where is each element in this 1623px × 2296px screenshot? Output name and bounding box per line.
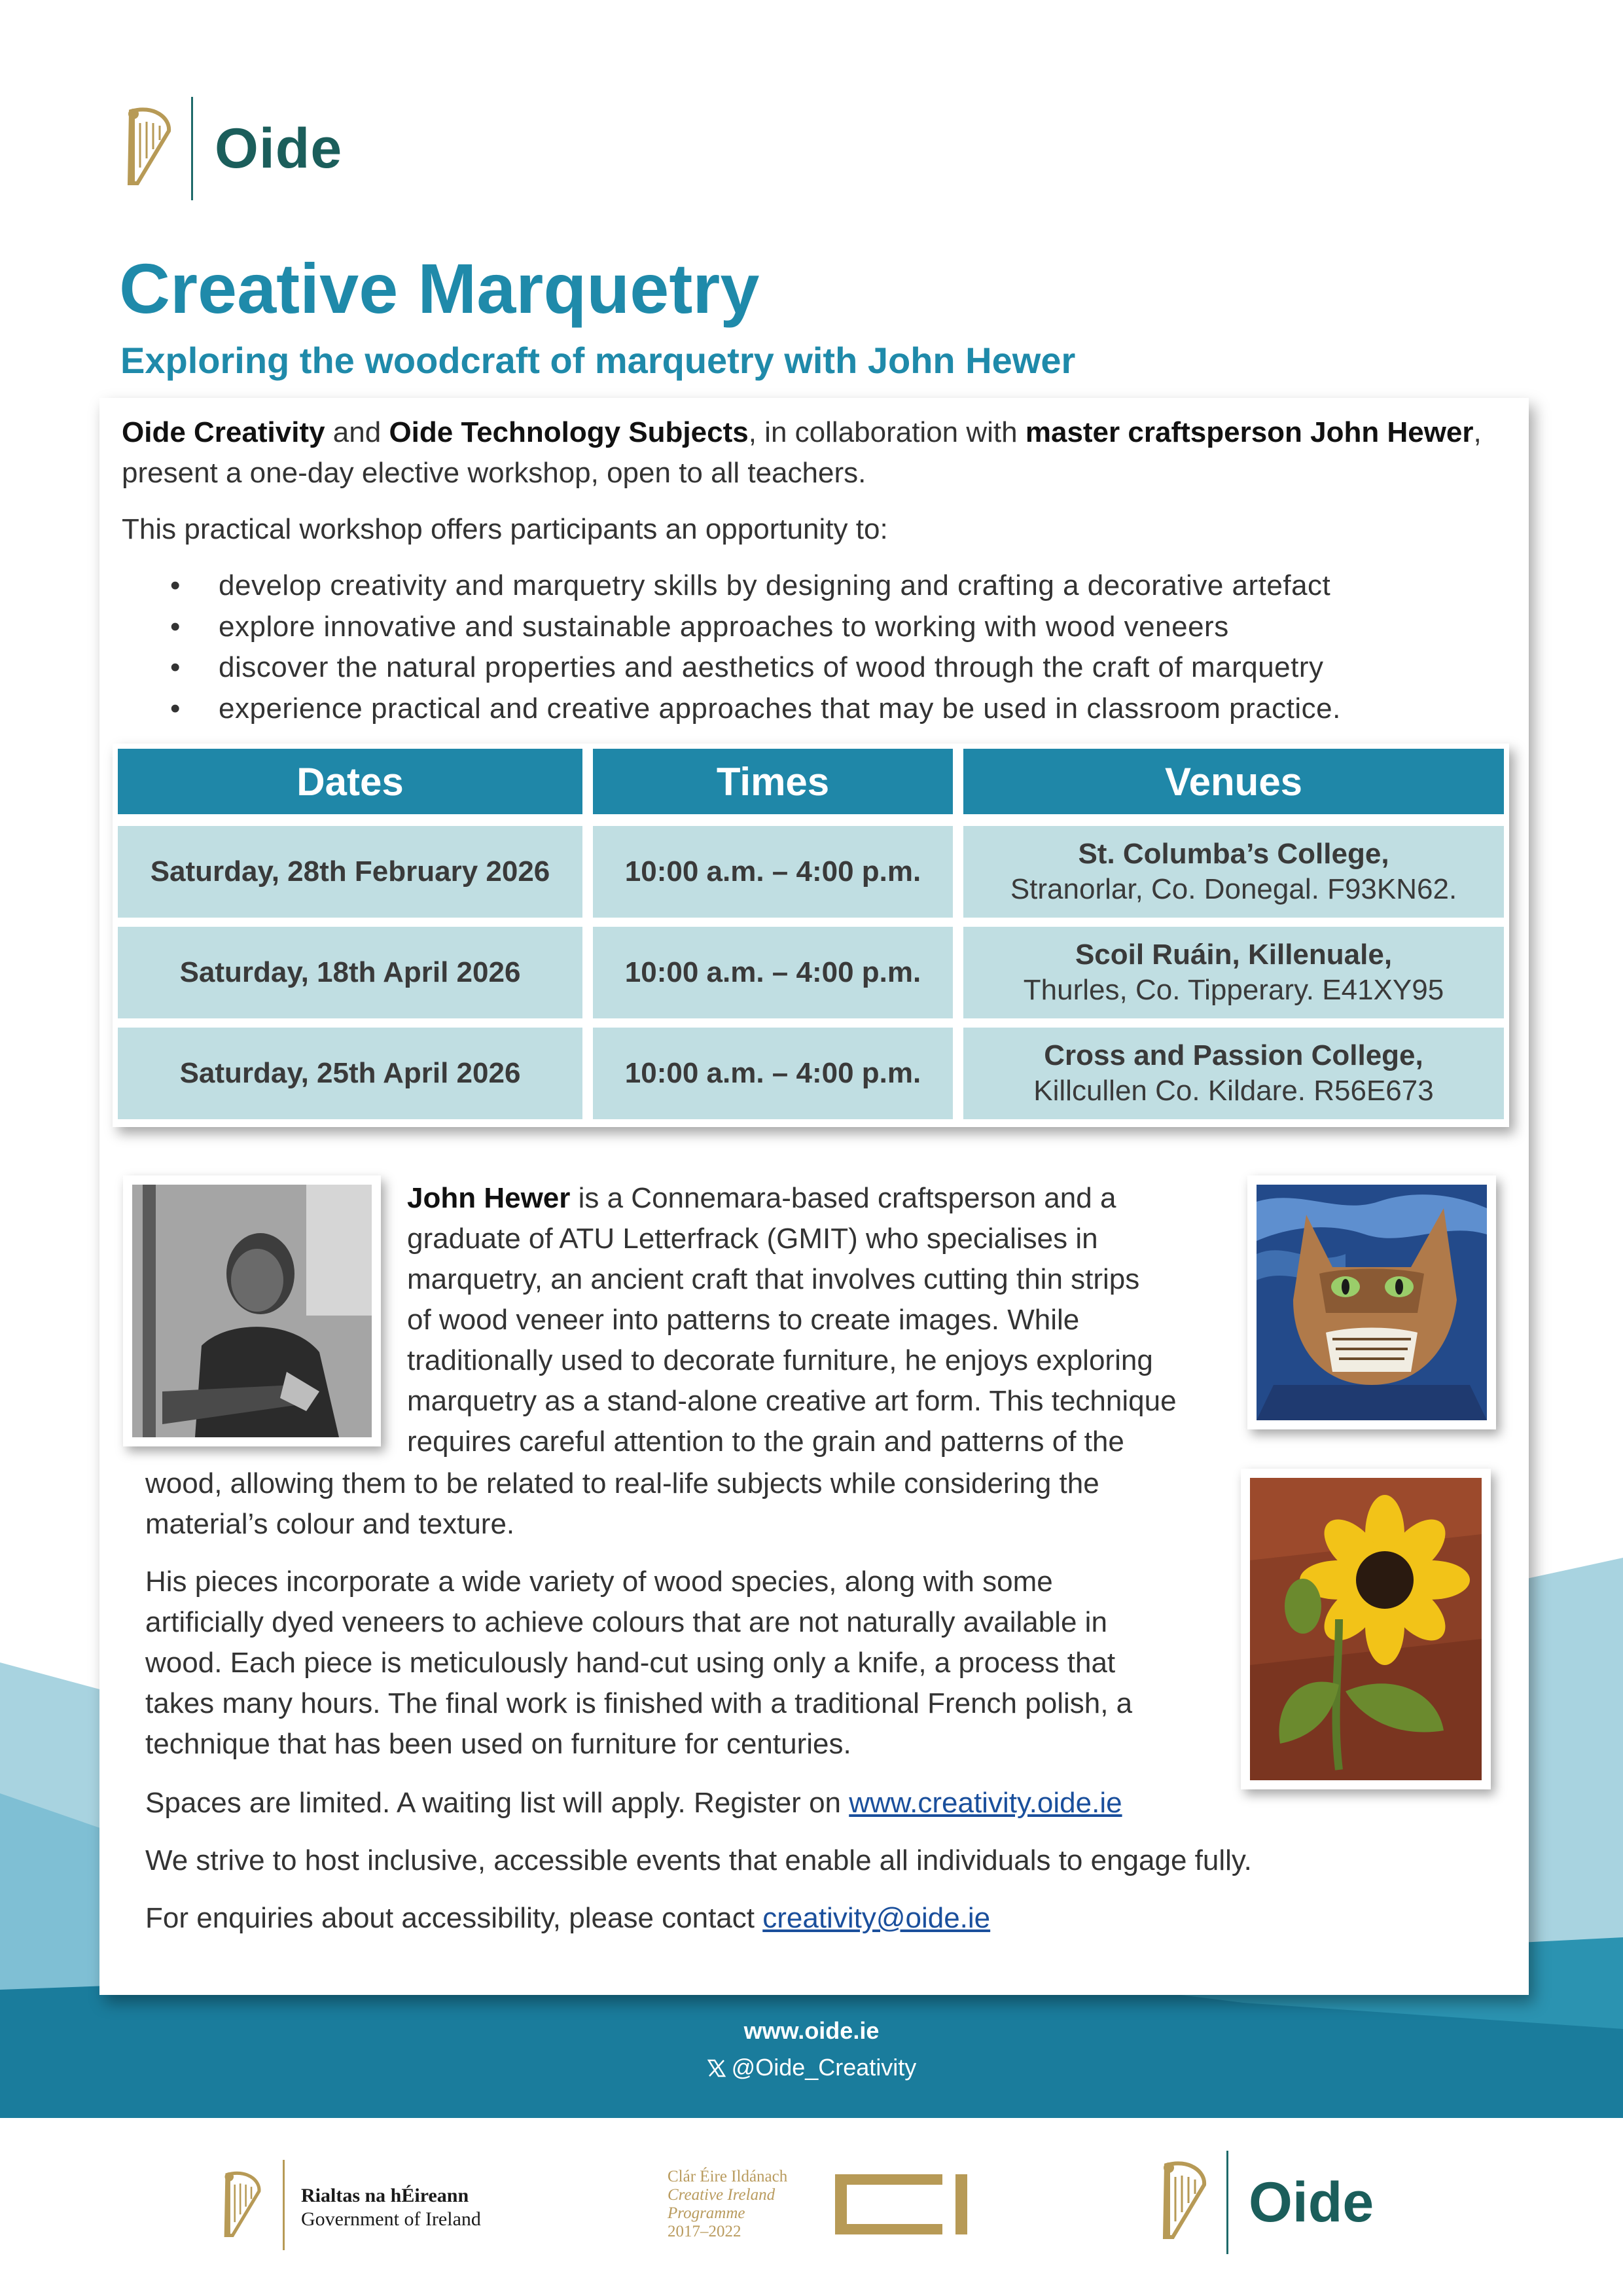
registration-text: Spaces are limited. A waiting list will apply. Register on [145,1787,849,1819]
objectives-list [122,565,1496,729]
list-item [122,607,1496,648]
list-item-text: experience practical and creative approaches that may be used in classroom practice. [219,692,1341,725]
logo-divider [283,2160,285,2250]
bio-line: technique that has been used on furniture for centuries. [145,1728,851,1760]
bio-name: John Hewer [407,1182,571,1214]
venue-address: Thurles, Co. Tipperary. E41XY95 [1023,974,1444,1006]
venue-address: Stranorlar, Co. Donegal. F93KN62. [1010,873,1457,905]
harp-icon [216,2164,266,2246]
creative-ireland-logo [668,2168,969,2246]
bio-line: takes many hours. The final work is finished with a traditional French polish, a [145,1687,1133,1719]
bullet-icon: • [170,569,181,601]
intro-paragraph [122,412,1483,493]
bio-paragraph-2 [145,1562,1219,1765]
x-logo-icon [707,2058,726,2078]
email-link[interactable]: creativity@oide.ie [762,1902,991,1934]
list-item-text: develop creativity and marquetry skills by designing and crafting a decorative artefact [219,569,1331,601]
bullet-icon: • [170,610,181,643]
bio-line: artificially dyed veneers to achieve colours that are not naturally available in [145,1606,1107,1638]
logo-wordmark: Oide [215,117,343,180]
venue-name: Cross and Passion College, [1044,1039,1423,1071]
header-venues: Venues [963,749,1504,814]
bullet-icon: • [170,651,181,683]
bio-line: requires careful attention to the grain and patterns of the [407,1426,1124,1458]
government-of-ireland-logo [216,2160,517,2251]
bio-line: is a Connemara-based craftsperson and a [570,1182,1116,1214]
header-dates: Dates [118,749,582,814]
list-item-text: explore innovative and sustainable approaches to working with wood veneers [219,610,1229,643]
list-item [122,565,1496,607]
cat-marquetry-image [1247,1175,1496,1429]
list-item [122,647,1496,689]
venue-name: Scoil Ruáin, Killenuale, [1075,939,1393,971]
harp-icon [118,105,177,190]
oide-logo-footer [1153,2151,1389,2255]
row2-venue [963,927,1504,1018]
row2-date: Saturday, 18th April 2026 [118,927,582,1018]
footer-social[interactable] [0,2054,1623,2081]
page-subtitle: Exploring the woodcraft of marquetry with John Hewer [120,340,1076,381]
list-item [122,689,1496,730]
lead-paragraph: This practical workshop offers participants an opportunity to: [122,513,888,545]
intro-and: and [325,416,389,448]
list-item-text: discover the natural properties and aesthetics of wood through the craft of marquetry [219,651,1324,683]
logo-wordmark: Oide [1249,2171,1374,2234]
gov-irish-name: Rialtas na hÉireann [301,2185,469,2206]
ci-mark-icon [831,2170,975,2238]
ci-irish-name: Clár Éire Ildánach [668,2168,788,2185]
registration-paragraph [145,1783,1389,1823]
logo-divider [1226,2151,1228,2254]
bio-line: traditionally used to decorate furniture, he enjoys exploring [407,1344,1153,1376]
logo-divider [191,97,193,200]
gov-english-name: Government of Ireland [301,2208,481,2230]
org-oide-creativity: Oide Creativity [122,416,325,448]
row3-venue [963,1028,1504,1119]
row2-time: 10:00 a.m. – 4:00 p.m. [593,927,953,1018]
row1-date: Saturday, 28th February 2026 [118,826,582,918]
footer-website-link[interactable]: www.oide.ie [743,2017,880,2044]
bio-line: graduate of ATU Letterfrack (GMIT) who specialises in [407,1223,1098,1255]
row3-time: 10:00 a.m. – 4:00 p.m. [593,1028,953,1119]
intro-middle: , in collaboration with [748,416,1026,448]
row3-date: Saturday, 25th April 2026 [118,1028,582,1119]
org-oide-technology: Oide Technology Subjects [389,416,749,448]
portrait-photo [123,1175,381,1446]
enquiries-paragraph [145,1898,1389,1939]
portrait-image [123,1175,381,1446]
venue-name: St. Columba’s College, [1078,838,1389,870]
master-craftsperson: master craftsperson John Hewer [1025,416,1474,448]
bio-line: marquetry, an ancient craft that involves cutting thin strips [407,1263,1140,1295]
venue-address: Killcullen Co. Kildare. R56E673 [1033,1075,1434,1107]
bio-line: His pieces incorporate a wide variety of wood species, along with some [145,1566,1053,1598]
bio-line: material’s colour and texture. [145,1508,515,1540]
cat-marquetry-photo [1247,1175,1496,1429]
ci-years: 2017–2022 [668,2223,741,2240]
sunflower-marquetry-photo [1241,1469,1491,1789]
sunflower-marquetry-image [1241,1469,1491,1789]
header-times: Times [593,749,953,814]
bio-line: of wood veneer into patterns to create images. While [407,1304,1080,1336]
oide-logo[interactable] [118,97,353,202]
row1-time: 10:00 a.m. – 4:00 p.m. [593,826,953,918]
bio-line: marquetry as a stand-alone creative art form. This technique [407,1385,1177,1417]
social-handle: @Oide_Creativity [731,2054,917,2081]
inclusive-paragraph: We strive to host inclusive, accessible events that enable all individuals to engage fully. [145,1844,1252,1876]
ci-programme: Programme [668,2204,745,2222]
schedule-table [113,744,1509,1127]
harp-icon [1153,2159,1212,2244]
intro-end: , present a one-day elective workshop, open to all teachers. [122,416,1482,489]
ci-english-name: Creative Ireland [668,2186,776,2204]
row1-venue [963,826,1504,918]
bio-line: wood. Each piece is meticulously hand-cut using only a knife, a process that [145,1647,1116,1679]
bio-line: wood, allowing them to be related to real-life subjects while considering the [145,1467,1099,1499]
bio-paragraph-part1 [407,1178,1258,1462]
enquiries-text: For enquiries about accessibility, please contact [145,1902,763,1934]
bullet-icon: • [170,692,181,725]
registration-link[interactable]: www.creativity.oide.ie [849,1787,1122,1819]
page-title: Creative Marquetry [119,249,760,328]
bio-paragraph-part2 [145,1463,1219,1545]
